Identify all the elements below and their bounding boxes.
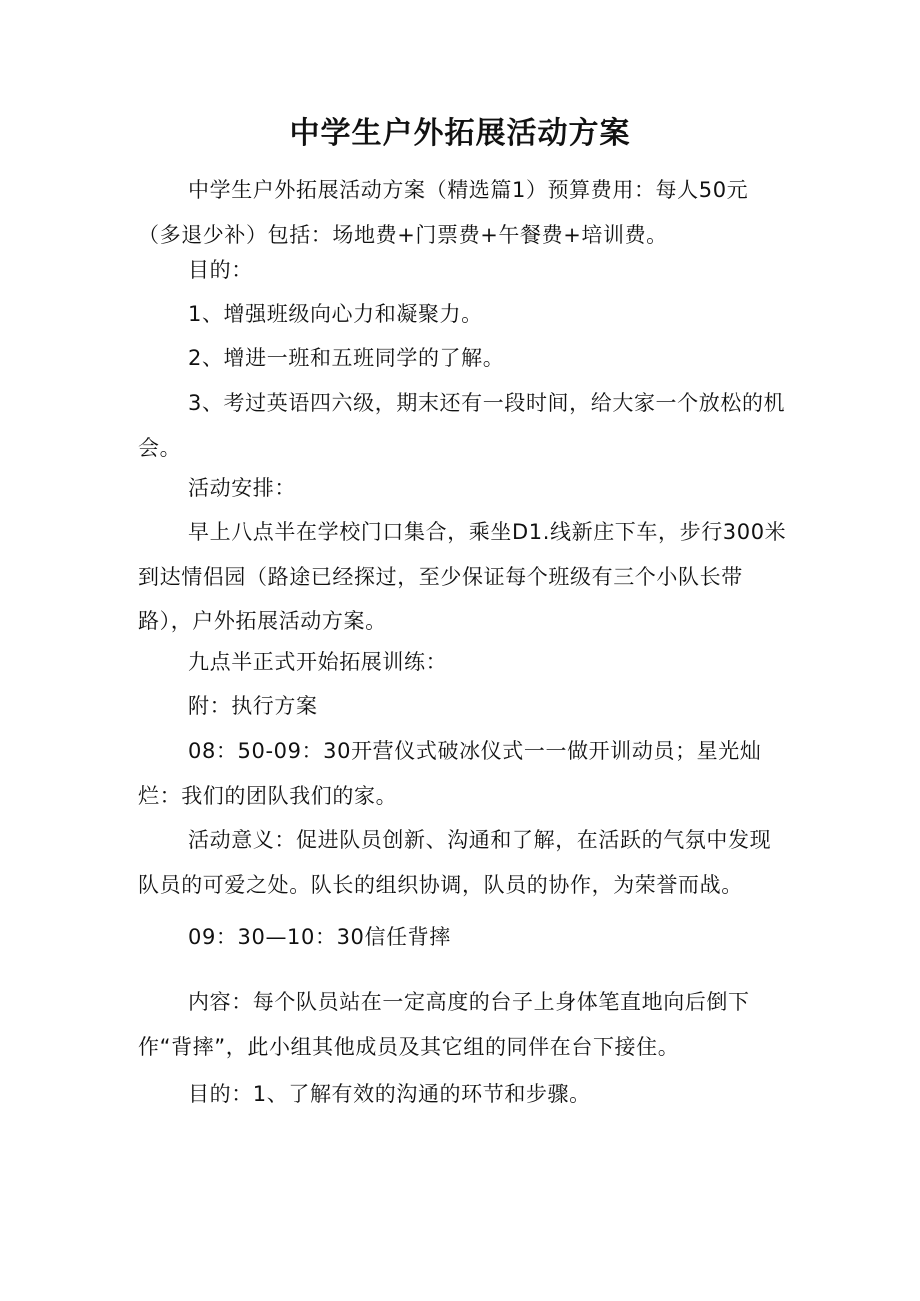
paragraph-execution-plan: 附：执行方案 [188,694,318,718]
paragraph-purpose-3: 3、考过英语四六级，期末还有一段时间，给大家一个放松的机会。 [138,391,786,460]
paragraph-trust-fall-time: 09：30—10：30信任背摔 [188,925,451,949]
paragraph-training-start: 九点半正式开始拓展训练： [188,650,448,674]
paragraph-opening-ceremony: 08：50-09：30开营仪式破冰仪式一一做开训动员；星光灿烂：我们的团队我们的家。 [138,739,762,808]
paragraph-purpose-2: 2、增进一班和五班同学的了解。 [188,346,505,370]
paragraph-purpose-heading: 目的： [188,258,253,282]
paragraph-trust-fall-content: 内容：每个队员站在一定高度的台子上身体笔直地向后倒下作“背摔”，此小组其他成员及其它组的同伴在台下接住。 [138,990,750,1059]
paragraph-gathering: 早上八点半在学校门口集合，乘坐D1.线新庄下车，步行300米到达情侣园（路途已经探过，至少保证每个班级有三个小队长带路），户外拓展活动方案。 [138,520,787,633]
paragraph-arrangement-heading: 活动安排： [188,476,296,500]
paragraph-purpose-1: 1、增强班级向心力和凝聚力。 [188,302,483,326]
document-title: 中学生户外拓展活动方案 [289,116,631,151]
paragraph-budget: 中学生户外拓展活动方案（精选篇1）预算费用：每人50元（多退少补）包括：场地费+门票费+午餐费+培训费。 [138,178,749,247]
paragraph-trust-fall-purpose: 目的：1、了解有效的沟通的环节和步骤。 [188,1082,591,1106]
paragraph-activity-meaning: 活动意义：促进队员创新、沟通和了解，在活跃的气氛中发现队员的可爱之处。队长的组织协调，队员的协作，为荣誉而战。 [138,828,772,897]
